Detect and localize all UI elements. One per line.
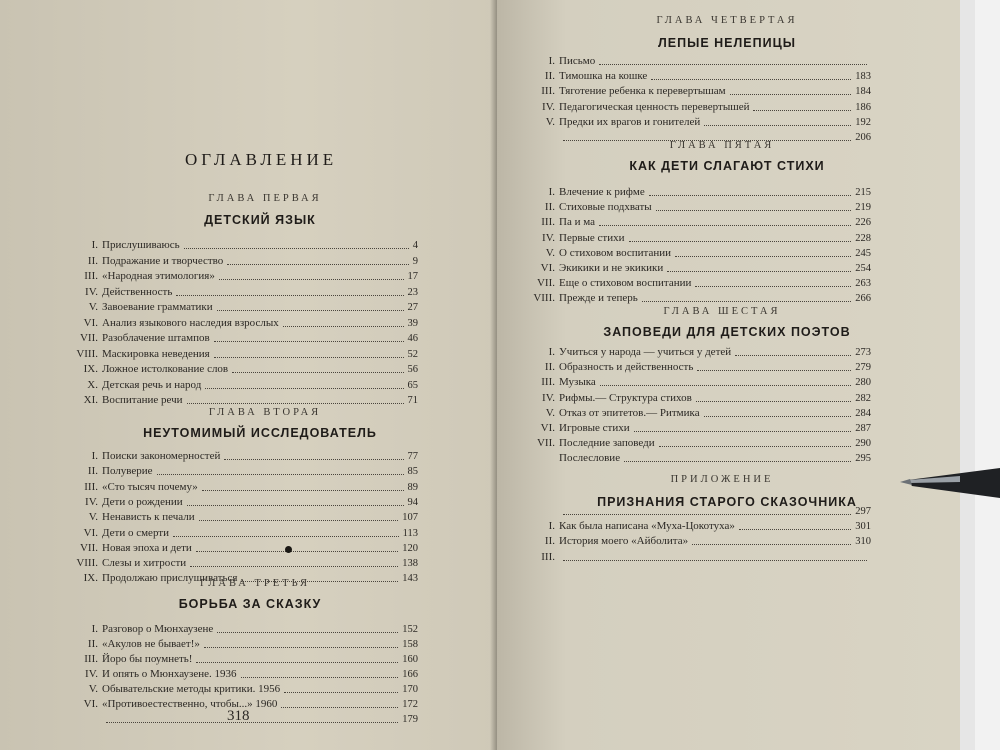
entry-page: 215 — [855, 187, 871, 198]
leader-dots — [214, 357, 404, 358]
entry-page: 183 — [855, 71, 871, 83]
entry-title: Экикики и не экикики — [559, 262, 664, 274]
entry-page: 71 — [407, 395, 418, 406]
entry-number: X. — [87, 378, 98, 391]
entry-page: 166 — [402, 669, 418, 680]
leader-dots — [563, 560, 867, 561]
entry-title: Анализ языкового наследия взрослых — [102, 316, 279, 329]
toc-entry — [48, 665, 418, 681]
entry-title: Предки их врагов и гонителей — [559, 115, 701, 128]
left-page — [0, 0, 497, 750]
entry-title: Дети о смерти — [102, 526, 169, 539]
entry-title: Обывательские методы критики. 1956 — [102, 683, 281, 695]
entry-page: 280 — [855, 377, 871, 389]
entry-page: 94 — [407, 496, 418, 508]
toc-entry — [515, 389, 871, 405]
leader-dots — [202, 490, 404, 491]
entry-title: Подражание и творчество — [102, 254, 224, 267]
leader-dots — [184, 248, 409, 249]
entry-title: «Народная этимология» — [102, 270, 215, 282]
toc-entry — [515, 259, 871, 275]
entry-title: Письмо — [559, 55, 596, 67]
toc-entry — [515, 419, 871, 435]
chapter-title: БОРЬБА ЗА СКАЗКУ — [178, 597, 322, 611]
toc-entry — [48, 298, 418, 314]
chapter-title: НЕУТОМИМЫЙ ИССЛЕДОВАТЕЛЬ — [143, 426, 377, 440]
chapter-label: ГЛАВА ТРЕТЬЯ — [199, 578, 311, 589]
toc-entry — [48, 635, 418, 651]
entry-page: 290 — [855, 438, 871, 450]
toc-entry — [48, 539, 418, 555]
entry-number: II. — [87, 638, 98, 650]
leader-dots — [695, 286, 851, 287]
toc-entry — [515, 343, 871, 359]
chapter-label: ГЛАВА ПЕРВАЯ — [208, 193, 322, 204]
entry-number: VII. — [79, 332, 98, 344]
entry-number: II. — [544, 361, 555, 374]
entry-page: 46 — [407, 333, 418, 344]
entry-title: Завоевание грамматики — [102, 301, 213, 313]
entry-page: 56 — [407, 364, 418, 375]
entry-title: Образность и действенность — [559, 361, 694, 374]
entry-page: 284 — [855, 407, 871, 419]
toc-entry — [515, 404, 871, 420]
entry-page: 266 — [855, 293, 871, 305]
entry-page: 27 — [407, 302, 418, 313]
leader-dots — [624, 461, 851, 462]
entry-number: I. — [548, 55, 555, 67]
entry-number: IX. — [83, 572, 98, 585]
entry-title: «Акулов не бывает!» — [102, 638, 200, 650]
leader-dots — [157, 474, 404, 475]
entry-page: 184 — [855, 86, 871, 98]
entry-title: Стиховые подхваты — [559, 201, 652, 214]
entry-number: II. — [544, 535, 555, 548]
entry-title: Полуверие — [102, 465, 153, 478]
entry-number: VII. — [536, 277, 555, 290]
entry-number: IV. — [542, 391, 555, 404]
entry-title: Прислушиваюсь — [102, 239, 180, 251]
entry-number: VIII. — [533, 292, 555, 305]
toc-entry — [515, 183, 871, 199]
chapter-title: ПРИЗНАНИЯ СТАРОГО СКАЗОЧНИКА — [597, 495, 857, 509]
entry-number: II. — [87, 254, 98, 267]
toc-entry — [515, 52, 871, 68]
leader-dots — [642, 301, 851, 302]
leader-dots — [173, 536, 399, 537]
entry-page: 273 — [855, 347, 871, 358]
leader-dots — [281, 707, 398, 708]
entry-number: IV. — [85, 495, 98, 508]
toc-entry — [48, 391, 418, 407]
toc-entry — [515, 67, 871, 83]
entry-page: 186 — [855, 101, 871, 113]
toc-entry — [515, 229, 871, 245]
entry-title: Первые стихи — [559, 231, 625, 244]
entry-title: Влечение к рифме — [559, 186, 645, 198]
entry-page: 120 — [402, 542, 418, 554]
chapter-label: ГЛАВА ПЯТАЯ — [669, 140, 775, 151]
leader-dots — [232, 372, 403, 373]
entry-page: 65 — [407, 379, 418, 391]
entry-title: Музыка — [559, 376, 596, 389]
entry-page: 160 — [402, 654, 418, 665]
entry-number: III. — [541, 216, 555, 229]
entry-page: 138 — [402, 558, 418, 570]
toc-entry — [48, 345, 418, 361]
entry-number: VIII. — [76, 347, 98, 360]
leader-dots — [739, 529, 851, 530]
leader-dots — [224, 459, 403, 460]
leader-dots — [227, 264, 408, 265]
entry-title: Игровые стихи — [559, 422, 630, 434]
toc-entry — [48, 376, 418, 392]
entry-title: Как была написана «Муха-Цокотуха» — [559, 520, 735, 533]
entry-page: 287 — [855, 423, 871, 434]
entry-page: 310 — [855, 536, 871, 548]
toc-entry — [515, 517, 871, 533]
entry-number: II. — [544, 70, 555, 83]
entry-number: III. — [541, 550, 555, 563]
entry-title: История моего «Айболита» — [559, 535, 689, 548]
entry-page: 282 — [855, 392, 871, 404]
leader-dots — [629, 241, 852, 242]
toc-entry — [48, 554, 418, 570]
entry-page: 9 — [412, 255, 418, 267]
leader-dots — [214, 341, 404, 342]
entry-page: 107 — [402, 512, 418, 524]
entry-title: Продолжаю прислушиваться — [102, 572, 238, 585]
toc-entry — [515, 98, 871, 114]
entry-title: Слезы и хитрости — [102, 557, 187, 570]
entry-number: VI. — [83, 316, 98, 329]
leader-dots — [563, 514, 851, 515]
entry-title: Послесловие — [559, 452, 621, 465]
entry-number: VII. — [536, 437, 555, 450]
entry-number: VIII. — [76, 557, 98, 570]
entry-page: 143 — [402, 573, 418, 585]
leader-dots — [219, 279, 404, 280]
toc-entry — [48, 524, 418, 540]
leader-dots — [187, 505, 404, 506]
entry-number: V. — [545, 246, 555, 259]
toc-entry — [515, 358, 871, 374]
toc-entry — [48, 360, 418, 376]
entry-page: 89 — [407, 481, 418, 493]
entry-title: Тимошка на кошке — [559, 70, 648, 83]
leader-dots — [696, 401, 851, 402]
leader-dots — [204, 647, 398, 648]
entry-page: 158 — [402, 639, 418, 650]
toc-entry — [48, 462, 418, 478]
leader-dots — [704, 125, 851, 126]
entry-page: 301 — [855, 521, 871, 533]
toc-entry — [48, 447, 418, 463]
entry-number: I. — [91, 450, 98, 462]
toc-entry — [48, 493, 418, 509]
leader-dots — [656, 210, 852, 211]
entry-title: Детская речь и народ — [102, 378, 202, 391]
toc-entry — [48, 252, 418, 268]
entry-number: IV. — [542, 231, 555, 244]
leader-dots — [704, 416, 852, 417]
page-number: 318 — [227, 708, 250, 724]
leader-dots — [753, 110, 851, 111]
leader-dots — [599, 64, 867, 65]
leader-dots — [692, 544, 851, 545]
entry-title: Тяготение ребенка к перевертышам — [559, 85, 726, 98]
entry-title: Действенность — [102, 285, 173, 298]
entry-number: I. — [548, 186, 555, 198]
entry-page: 172 — [402, 699, 418, 710]
toc-entry — [515, 113, 871, 129]
toc-entry — [515, 289, 871, 305]
toc-entry — [48, 508, 418, 524]
leader-dots — [659, 446, 852, 447]
entry-page: 245 — [855, 247, 871, 259]
entry-number: VI. — [540, 422, 555, 434]
chapter-label: ГЛАВА ВТОРАЯ — [208, 407, 322, 418]
entry-page: 4 — [412, 240, 418, 251]
toc-entry — [515, 82, 871, 98]
leader-dots — [187, 403, 404, 404]
entry-page: 179 — [402, 714, 418, 725]
toc-entry — [515, 274, 871, 290]
toc-entry — [515, 213, 871, 229]
entry-page: 263 — [855, 278, 871, 290]
entry-number: III. — [84, 653, 98, 665]
entry-page: 170 — [402, 684, 418, 695]
entry-number: IX. — [83, 363, 98, 375]
entry-number: III. — [84, 270, 98, 282]
entry-page: 219 — [855, 202, 871, 214]
entry-title: Педагогическая ценность перевертышей — [559, 100, 750, 113]
toc-entry — [515, 434, 871, 450]
entry-page: 254 — [855, 263, 871, 274]
leader-dots — [217, 310, 404, 311]
toc-entry — [515, 548, 871, 564]
entry-number: VI. — [83, 698, 98, 710]
leader-dots — [675, 256, 851, 257]
entry-title: Еще о стиховом воспитании — [559, 277, 692, 290]
toc-entry — [48, 478, 418, 494]
entry-title: Маскировка неведения — [102, 347, 210, 360]
toc-entry — [515, 373, 871, 389]
leader-dots — [196, 662, 398, 663]
toc-entry — [515, 244, 871, 260]
leader-dots — [283, 326, 404, 327]
entry-title: Ложное истолкование слов — [102, 363, 229, 375]
entry-title: Новая эпоха и дети — [102, 541, 192, 554]
chapter-title: ЛЕПЫЕ НЕЛЕПИЦЫ — [658, 36, 796, 50]
leader-dots — [217, 632, 398, 633]
toc-entry — [48, 650, 418, 666]
entry-page: 85 — [407, 466, 418, 478]
entry-number: III. — [541, 85, 555, 98]
toc-entry — [48, 314, 418, 330]
leader-dots — [196, 551, 398, 552]
toc-entry — [48, 680, 418, 696]
toc-entry — [48, 329, 418, 345]
entry-number: III. — [541, 376, 555, 389]
entry-page: 17 — [407, 271, 418, 282]
entry-number: I. — [91, 239, 98, 251]
leader-dots — [649, 195, 852, 196]
right-page — [497, 0, 960, 750]
entry-page: 192 — [855, 116, 871, 128]
entry-page: 39 — [407, 317, 418, 329]
leader-dots — [241, 677, 399, 678]
leader-dots — [176, 295, 403, 296]
entry-title: Прежде и теперь — [559, 292, 638, 305]
entry-number: V. — [88, 511, 98, 524]
toc-heading: ОГЛАВЛЕНИЕ — [185, 150, 338, 169]
entry-page: 279 — [855, 362, 871, 374]
entry-number: III. — [84, 480, 98, 493]
page-edge — [975, 0, 1000, 750]
leader-dots — [634, 431, 852, 432]
chapter-title: ЗАПОВЕДИ ДЛЯ ДЕТСКИХ ПОЭТОВ — [603, 325, 851, 339]
toc-entry — [515, 532, 871, 548]
leader-dots — [730, 94, 852, 95]
pen-icon — [900, 460, 1000, 505]
entry-title: Йорo бы поумнеть! — [102, 653, 193, 665]
entry-page: 113 — [402, 527, 418, 539]
toc-entry — [515, 449, 871, 465]
toc-entry — [515, 198, 871, 214]
entry-number: VII. — [79, 541, 98, 554]
entry-page: 297 — [855, 506, 871, 517]
entry-title: Воспитание речи — [102, 394, 183, 406]
toc-entry — [48, 620, 418, 636]
entry-number: VI. — [540, 262, 555, 274]
entry-page: 226 — [855, 217, 871, 229]
chapter-label: ГЛАВА ЧЕТВЕРТАЯ — [656, 15, 798, 26]
leader-dots — [735, 355, 851, 356]
entry-title: Рифмы.— Структура стихов — [559, 391, 692, 404]
leader-dots — [600, 385, 851, 386]
entry-title: Дети о рождении — [102, 495, 183, 508]
entry-title: Разговор о Мюнхаузене — [102, 623, 214, 635]
entry-title: Учиться у народа — учиться у детей — [559, 346, 732, 358]
entry-title: Па и ма — [559, 216, 595, 229]
entry-number: II. — [87, 465, 98, 478]
leader-dots — [667, 271, 851, 272]
chapter-label: ГЛАВА ШЕСТАЯ — [663, 306, 781, 317]
entry-title: И опять о Мюнхаузене. 1936 — [102, 668, 237, 680]
leader-dots — [199, 520, 399, 521]
entry-title: «Сто тысяч почему» — [102, 480, 198, 493]
leader-dots — [599, 225, 851, 226]
leader-dots — [284, 692, 398, 693]
entry-number: V. — [545, 406, 555, 419]
entry-number: I. — [548, 520, 555, 533]
entry-page: 52 — [407, 348, 418, 360]
toc-entry — [515, 502, 871, 518]
entry-number: I. — [548, 346, 555, 358]
entry-title: Отказ от эпитетов.— Ритмика — [559, 406, 700, 419]
entry-number: IV. — [542, 100, 555, 113]
leader-dots — [651, 79, 851, 80]
entry-page: 77 — [407, 451, 418, 462]
entry-number: V. — [88, 301, 98, 313]
entry-title: Разоблачение штампов — [102, 332, 210, 344]
entry-number: V. — [88, 683, 98, 695]
chapter-label: ПРИЛОЖЕНИЕ — [670, 474, 774, 485]
toc-entry — [48, 267, 418, 283]
chapter-title: КАК ДЕТИ СЛАГАЮТ СТИХИ — [629, 159, 825, 173]
entry-number: I. — [91, 623, 98, 635]
entry-title: Поиски закономерностей — [102, 450, 221, 462]
entry-title: Последние заповеди — [559, 437, 655, 450]
leader-dots — [106, 722, 398, 723]
ink-blot — [285, 546, 292, 553]
entry-number: XI. — [83, 394, 98, 406]
entry-page: 295 — [855, 453, 871, 465]
entry-page: 228 — [855, 232, 871, 244]
entry-number: V. — [545, 115, 555, 128]
entry-page: 23 — [407, 286, 418, 298]
entry-page: 152 — [402, 624, 418, 635]
entry-number: VI. — [83, 526, 98, 539]
entry-number: IV. — [85, 285, 98, 298]
entry-page: 206 — [855, 132, 871, 143]
entry-title: «Противоестественно, чтобы...» 1960 — [102, 698, 278, 710]
leader-dots — [190, 566, 398, 567]
toc-entry — [48, 236, 418, 252]
chapter-title: ДЕТСКИЙ ЯЗЫК — [204, 213, 316, 227]
entry-title: О стиховом воспитании — [559, 246, 672, 259]
entry-title: Ненависть к печали — [102, 511, 195, 524]
entry-number: IV. — [85, 668, 98, 680]
leader-dots — [697, 370, 851, 371]
entry-number: II. — [544, 201, 555, 214]
toc-entry — [48, 283, 418, 299]
leader-dots — [205, 388, 403, 389]
